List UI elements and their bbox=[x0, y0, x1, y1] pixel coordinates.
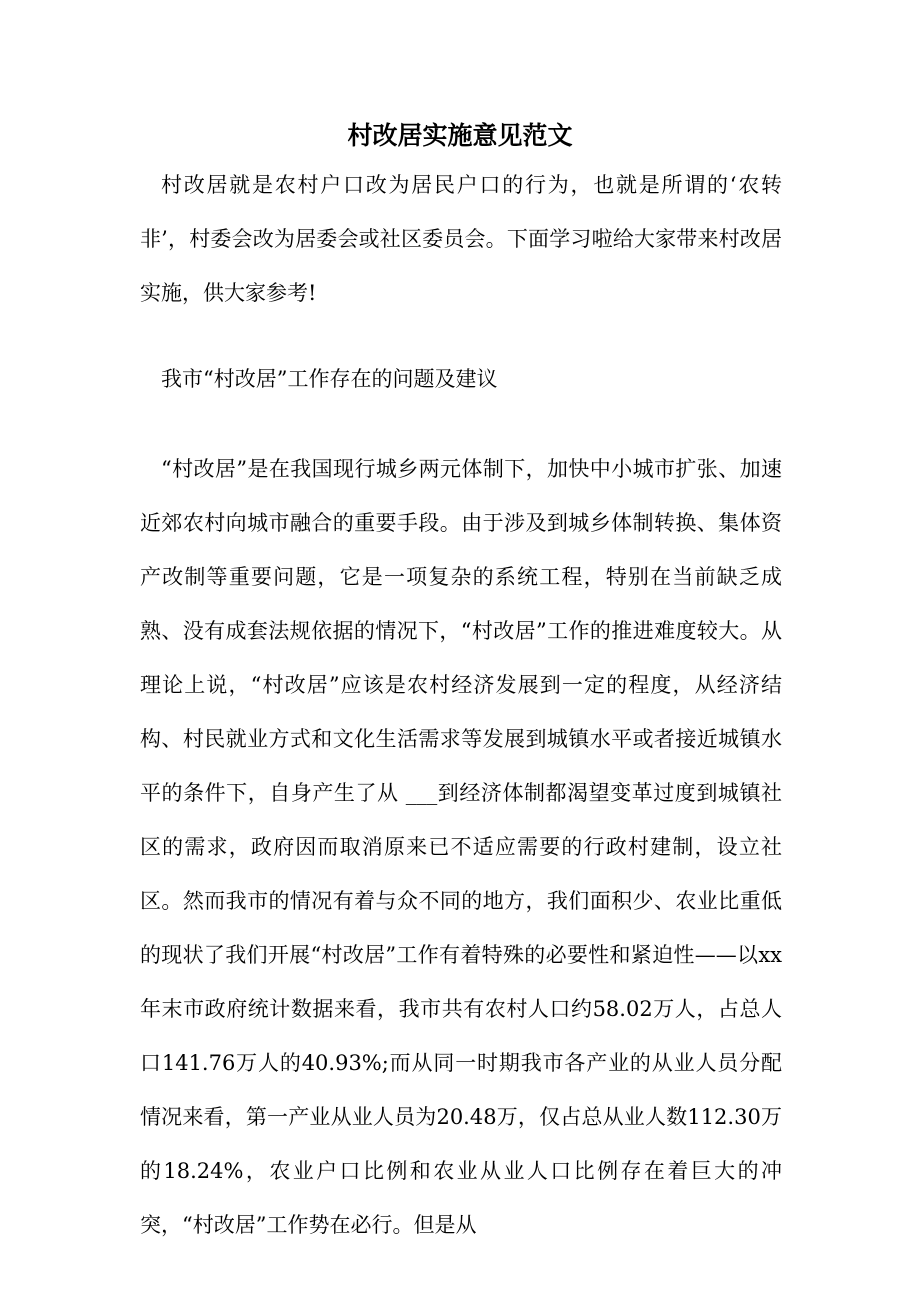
intro-paragraph: 村改居就是农村户口改为居民户口的行为，也就是所谓的‘农转非’，村委会改为居委会或社区委员会。下面学习啦给大家带来村改居实施，供大家参考! bbox=[140, 173, 782, 305]
section-paragraph: “村改居”是在我国现行城乡两元体制下，加快中小城市扩张、加速近郊农村向城市融合的重要手段。由于涉及到城乡体制转换、集体资产改制等重要问题，它是一项复杂的系统工程，特别在当前缺乏成熟、没有成套法规依据的情况下，“村改居”工作的推进难度较大。从理论上说，“村改居”应该是农村经济发展到一定的程度，从经济结构、村民就业方式和文化生活需求等发展到城镇水平或者接近城镇水平的条件下，自身产生了从 ___到经济体制都渴望变革过度到城镇社区的需求，政府因而取消原来已不适应需要的行政村建制，设立社区。然而我市的情况有着与众不同的地方，我们面积少、农业比重低的现状了我们开展“村改居”工作有着特殊的必要性和紧迫性——以xx年末市政府统计数据来看，我市共有农村人口约58.02万人，占总人口141.76万人的40.93%;而从同一时期我市各产业的从业人员分配情况来看，第一产业从业人员为20.48万，仅占总从业人数112.30万的18.24%，农业户口比例和农业从业人口比例存在着巨大的冲突，“村改居”工作势在必行。但是从 bbox=[140, 457, 782, 1237]
section-heading: 我市“村改居”工作存在的问题及建议 bbox=[161, 367, 498, 391]
document-title: 村改居实施意见范文 bbox=[347, 121, 573, 150]
